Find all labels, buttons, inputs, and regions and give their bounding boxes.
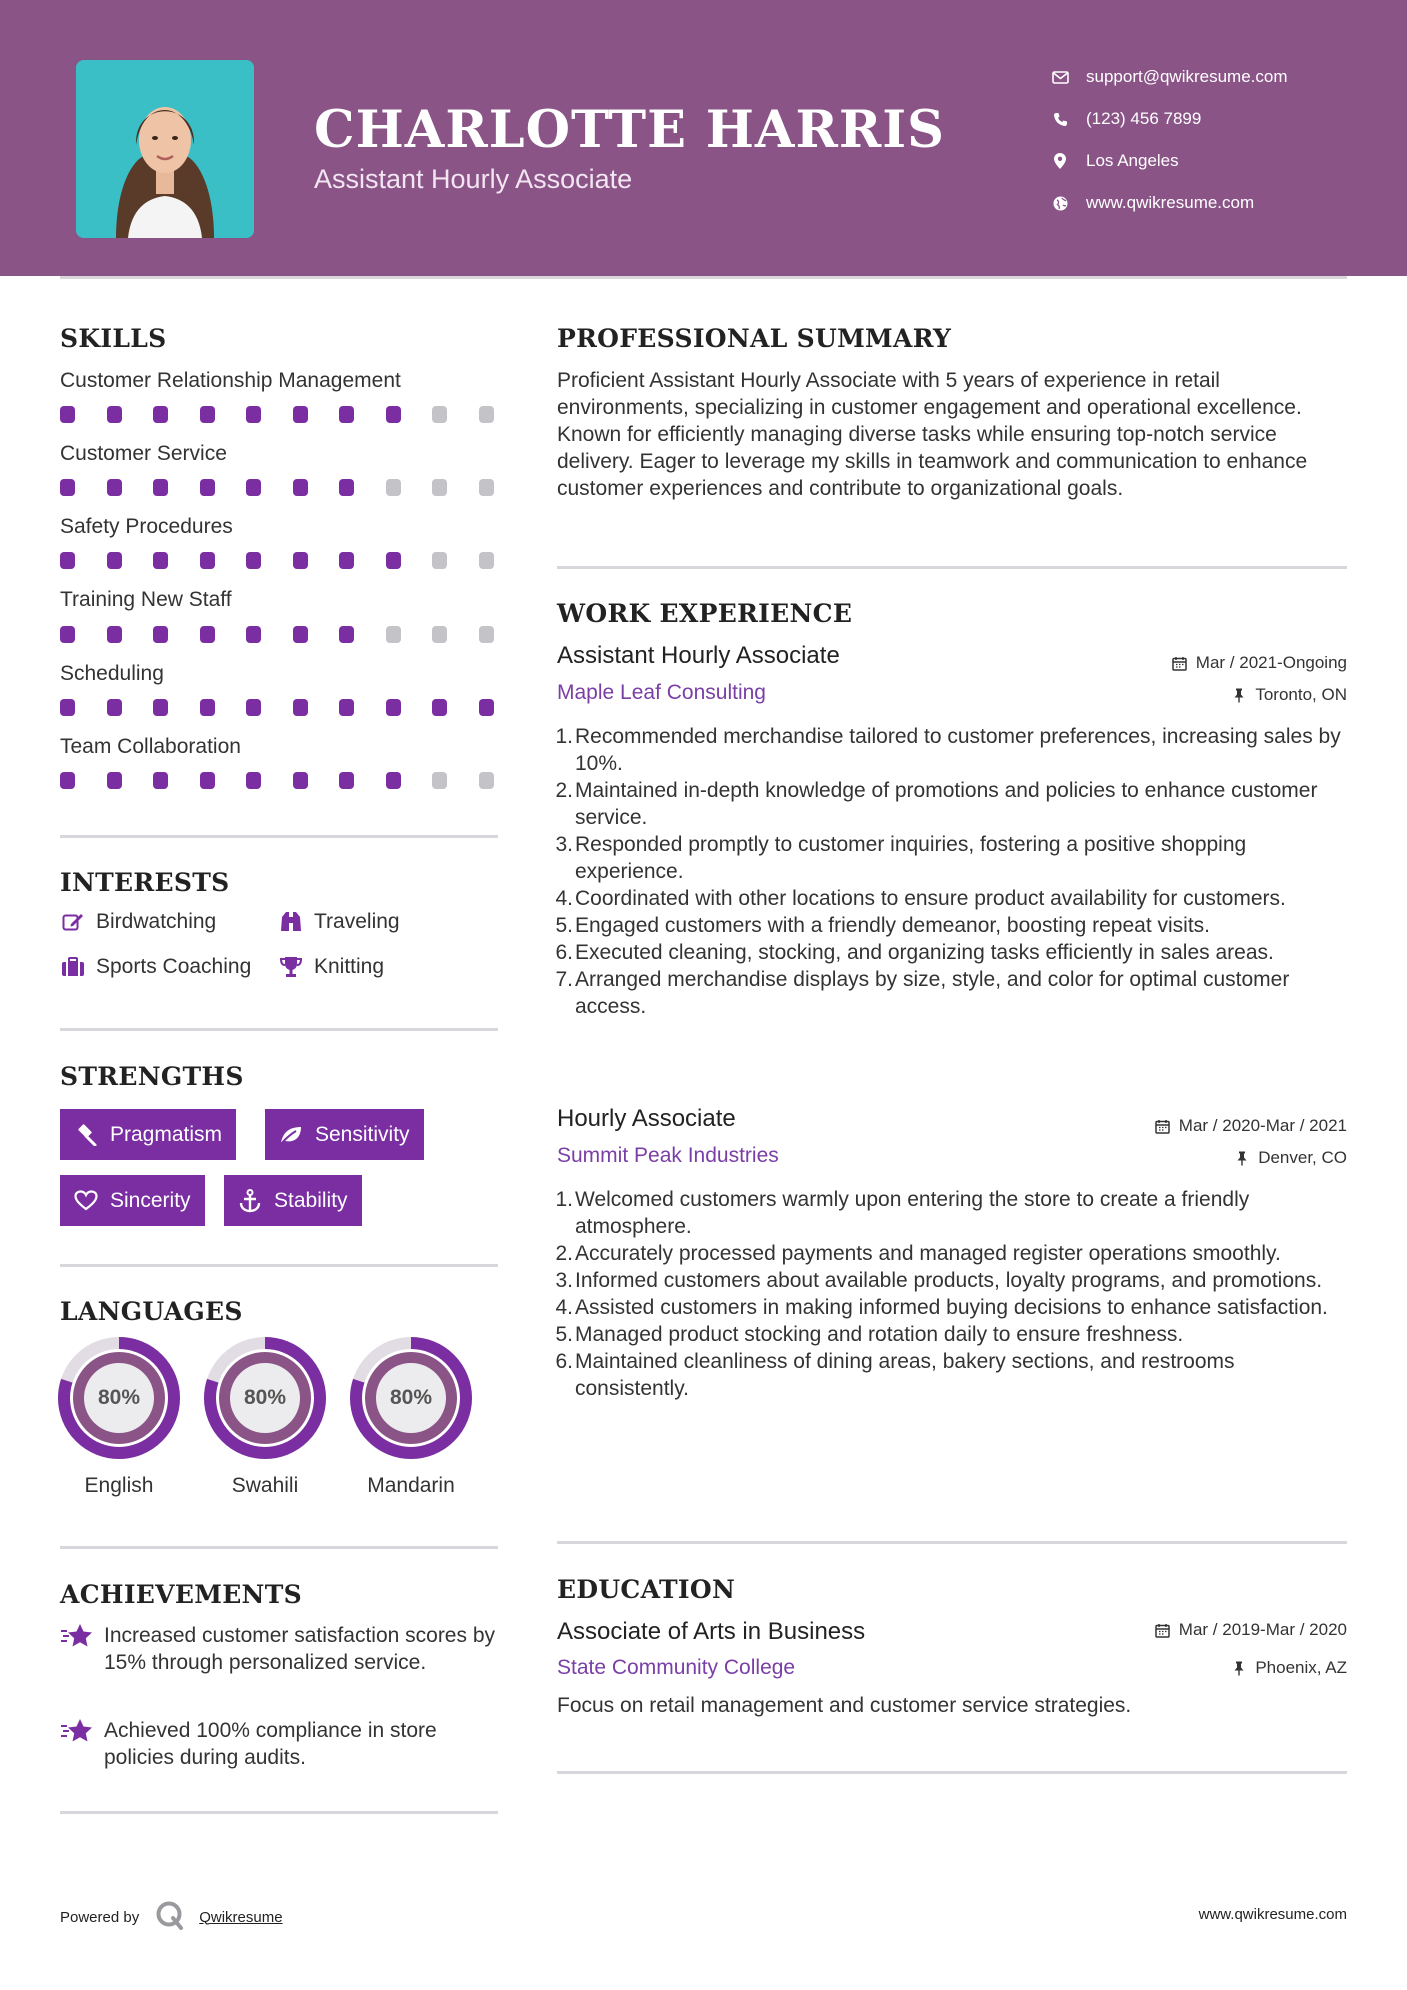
- job-location-text: Toronto, ON: [1255, 685, 1347, 704]
- bullet-text: Accurately processed payments and managed register operations smoothly.: [575, 1242, 1281, 1265]
- contact-email-text: support@qwikresume.com: [1086, 67, 1288, 86]
- contact-location: [1050, 140, 1288, 182]
- rating-dot: [386, 552, 401, 569]
- rating-dot: [60, 699, 75, 716]
- strength-label: Sincerity: [110, 1188, 191, 1212]
- achievement-text: Increased customer satisfaction scores by 15% through personalized service.: [104, 1624, 496, 1674]
- skill-name: Scheduling: [60, 662, 164, 685]
- list-item: 4. Assisted customers in making informed buying decisions to enhance satisfaction.: [555, 1296, 1328, 1319]
- skill-rating: [60, 479, 500, 497]
- rating-dot: [107, 552, 122, 569]
- rating-dot: [246, 479, 261, 496]
- rating-dot: [432, 479, 447, 496]
- skill-rating: [60, 772, 500, 790]
- skill-name: Customer Relationship Management: [60, 369, 401, 392]
- interest-item: [60, 955, 251, 979]
- rating-dot: [107, 479, 122, 496]
- section-divider: [60, 1546, 498, 1549]
- rating-dot: [293, 406, 308, 423]
- map-pin-icon: [1050, 151, 1070, 171]
- contact-website[interactable]: [1050, 182, 1288, 224]
- skill-name: Safety Procedures: [60, 515, 233, 538]
- skill-rating: [60, 699, 500, 717]
- interest-item: [278, 910, 400, 934]
- rating-dot: [386, 406, 401, 423]
- bullet-text: Coordinated with other locations to ensure product availability for customers.: [575, 887, 1286, 910]
- language-name: Swahili: [231, 1474, 299, 1497]
- bullet-text: Welcomed customers warmly upon entering the store to create a friendly atmosphere.: [575, 1188, 1250, 1238]
- skill-name: Team Collaboration: [60, 735, 241, 758]
- rating-dot: [153, 406, 168, 423]
- rating-dot: [386, 479, 401, 496]
- rating-dot: [386, 626, 401, 643]
- interest-item: [60, 910, 216, 934]
- job-location: [1231, 685, 1347, 705]
- bullet-text: Assisted customers in making informed buying decisions to enhance satisfaction.: [575, 1296, 1328, 1319]
- edit-icon: [60, 910, 86, 934]
- contact-website-text: www.qwikresume.com: [1086, 193, 1255, 212]
- rating-dot: [60, 552, 75, 569]
- education-location: [1231, 1658, 1347, 1678]
- rating-dot: [479, 772, 494, 789]
- list-item: 2. Accurately processed payments and managed register operations smoothly.: [555, 1242, 1281, 1265]
- star-icon: [60, 1717, 94, 1747]
- languages-heading: LANGUAGES: [60, 1297, 243, 1326]
- rating-dot: [293, 626, 308, 643]
- rating-dot: [339, 699, 354, 716]
- rating-dot: [60, 772, 75, 789]
- job-title: Hourly Associate: [557, 1105, 736, 1132]
- achievements-heading: ACHIEVEMENTS: [60, 1580, 302, 1609]
- rating-dot: [293, 772, 308, 789]
- section-divider: [557, 1541, 1347, 1544]
- summary-text: Proficient Assistant Hourly Associate with 5 years of experience in retail environments, specializing in customer engagement and operational excellence. Known for efficiently managing diverse tasks while ensuring top-notch service delivery. Eager to leverage my skills in teamwork and communication to enhance customer experiences and contribute to organizational goals.: [557, 369, 1308, 500]
- rating-dot: [246, 699, 261, 716]
- rating-dot: [293, 479, 308, 496]
- bullet-text: Informed customers about available products, loyalty programs, and promotions.: [575, 1269, 1323, 1292]
- rating-dot: [107, 699, 122, 716]
- education-heading: EDUCATION: [557, 1575, 736, 1604]
- job-dates-text: Mar / 2020-Mar / 2021: [1178, 1116, 1347, 1135]
- rating-dot: [200, 626, 215, 643]
- skill-rating: [60, 406, 500, 424]
- interest-label: Traveling: [314, 910, 400, 933]
- footer-powered-by: [60, 1900, 283, 1934]
- rating-dot: [60, 406, 75, 423]
- achievement-text: Achieved 100% compliance in store policies during audits.: [104, 1719, 437, 1769]
- rating-dot: [432, 552, 447, 569]
- achievement-item: [60, 1622, 500, 1676]
- rating-dot: [246, 406, 261, 423]
- candidate-name: CHARLOTTE HARRIS: [314, 100, 945, 160]
- rating-dot: [246, 626, 261, 643]
- strength-label: Pragmatism: [110, 1122, 223, 1146]
- rating-dot: [339, 626, 354, 643]
- contact-phone-text: (123) 456 7899: [1086, 109, 1202, 128]
- section-divider: [557, 566, 1347, 569]
- company-name: Maple Leaf Consulting: [557, 681, 766, 704]
- pin-icon: [1231, 687, 1247, 703]
- strength-label: Sensitivity: [315, 1122, 410, 1146]
- bullet-text: Maintained in-depth knowledge of promotions and policies to enhance customer service.: [575, 779, 1318, 829]
- job-dates-text: Mar / 2021-Ongoing: [1195, 653, 1347, 672]
- section-divider: [60, 835, 498, 838]
- profile-photo: [76, 60, 254, 238]
- list-item: 5. Engaged customers with a friendly demeanor, boosting repeat visits.: [555, 914, 1211, 937]
- trophy-icon: [278, 955, 304, 979]
- job-location-text: Denver, CO: [1258, 1148, 1347, 1167]
- strength-label: Stability: [274, 1188, 348, 1212]
- rating-dot: [479, 479, 494, 496]
- degree-title: Associate of Arts in Business: [557, 1618, 866, 1645]
- globe-icon: [1050, 193, 1070, 213]
- interests-heading: INTERESTS: [60, 868, 230, 897]
- rating-dot: [60, 479, 75, 496]
- language-name: English: [84, 1474, 154, 1497]
- language-item: [57, 1336, 181, 1498]
- rating-dot: [107, 406, 122, 423]
- bullet-text: Maintained cleanliness of dining areas, bakery sections, and restrooms consistently.: [575, 1350, 1235, 1400]
- rating-dot: [153, 626, 168, 643]
- summary-heading: PROFESSIONAL SUMMARY: [557, 324, 952, 353]
- rating-dot: [339, 552, 354, 569]
- anchor-icon: [238, 1189, 262, 1213]
- contact-list: [1050, 56, 1288, 224]
- calendar-icon: [1172, 655, 1188, 671]
- rating-dot: [339, 406, 354, 423]
- strength-tag: [60, 1175, 205, 1226]
- strength-tag: [265, 1109, 424, 1160]
- rating-dot: [246, 772, 261, 789]
- rating-dot: [432, 406, 447, 423]
- rating-dot: [432, 699, 447, 716]
- rating-dot: [153, 772, 168, 789]
- job-bullets: [557, 723, 1347, 1020]
- heart-icon: [74, 1189, 98, 1213]
- school-name: State Community College: [557, 1656, 796, 1679]
- list-item: 5. Managed product stocking and rotation daily to ensure freshness.: [555, 1323, 1184, 1346]
- rating-dot: [293, 699, 308, 716]
- rating-dot: [246, 552, 261, 569]
- bullet-text: Engaged customers with a friendly demeanor, boosting repeat visits.: [575, 914, 1211, 937]
- language-percent: 80%: [97, 1386, 141, 1409]
- rating-dot: [153, 479, 168, 496]
- work-heading: WORK EXPERIENCE: [557, 599, 853, 628]
- pin-icon: [1234, 1150, 1250, 1166]
- rating-dot: [479, 406, 494, 423]
- gavel-icon: [74, 1123, 98, 1147]
- education-location-text: Phoenix, AZ: [1255, 1658, 1347, 1677]
- list-item: 3. Responded promptly to customer inquiries, fostering a positive shopping experience.: [555, 833, 1247, 883]
- candidate-title: Assistant Hourly Associate: [314, 164, 633, 194]
- section-divider: [60, 1028, 498, 1031]
- company-name: Summit Peak Industries: [557, 1144, 779, 1167]
- header-divider: [60, 276, 1347, 279]
- list-item: 1. Recommended merchandise tailored to customer preferences, increasing sales by 10%.: [555, 725, 1341, 775]
- resume-header: [0, 0, 1407, 276]
- bullet-text: Managed product stocking and rotation daily to ensure freshness.: [575, 1323, 1184, 1346]
- qwikresume-link[interactable]: Qwikresume: [199, 1908, 283, 1926]
- interest-label: Sports Coaching: [96, 955, 252, 978]
- education-dates-text: Mar / 2019-Mar / 2020: [1178, 1620, 1347, 1639]
- list-item: 6. Maintained cleanliness of dining areas, bakery sections, and restrooms consistently.: [555, 1350, 1235, 1400]
- rating-dot: [432, 626, 447, 643]
- rating-dot: [339, 772, 354, 789]
- education-dates: [1155, 1620, 1347, 1640]
- pin-icon: [1231, 1660, 1247, 1676]
- strengths-heading: STRENGTHS: [60, 1062, 244, 1091]
- suitcase-icon: [60, 955, 86, 979]
- contact-location-text: Los Angeles: [1086, 151, 1179, 170]
- language-item: [203, 1336, 327, 1498]
- rating-dot: [432, 772, 447, 789]
- list-item: 1. Welcomed customers warmly upon entering the store to create a friendly atmosphere.: [555, 1188, 1250, 1238]
- bullet-text: Executed cleaning, stocking, and organizing tasks efficiently in sales areas.: [575, 941, 1274, 964]
- job-title: Assistant Hourly Associate: [557, 642, 840, 669]
- powered-by-label: Powered by: [60, 1908, 140, 1926]
- binoculars-icon: [278, 910, 304, 934]
- footer-url[interactable]: www.qwikresume.com: [1198, 1906, 1347, 1923]
- rating-dot: [200, 552, 215, 569]
- achievement-item: [60, 1717, 500, 1771]
- rating-dot: [200, 699, 215, 716]
- rating-dot: [153, 699, 168, 716]
- language-name: Mandarin: [367, 1474, 455, 1497]
- bullet-text: Responded promptly to customer inquiries, fostering a positive shopping experience.: [575, 833, 1247, 883]
- rating-dot: [200, 406, 215, 423]
- job-dates: [1172, 653, 1347, 673]
- star-icon: [60, 1622, 94, 1652]
- language-percent: 80%: [243, 1386, 287, 1409]
- rating-dot: [479, 699, 494, 716]
- rating-dot: [293, 552, 308, 569]
- language-item: [349, 1336, 473, 1498]
- job-location: [1234, 1148, 1347, 1168]
- contact-phone[interactable]: [1050, 98, 1288, 140]
- envelope-icon: [1050, 67, 1070, 87]
- rating-dot: [200, 772, 215, 789]
- skill-rating: [60, 626, 500, 644]
- section-divider: [60, 1811, 498, 1814]
- strength-tag: [60, 1109, 236, 1160]
- interest-item: [278, 955, 384, 979]
- bullet-text: Arranged merchandise displays by size, style, and color for optimal customer access.: [575, 968, 1290, 1018]
- rating-dot: [200, 479, 215, 496]
- phone-icon: [1050, 109, 1070, 129]
- rating-dot: [107, 772, 122, 789]
- rating-dot: [107, 626, 122, 643]
- contact-email[interactable]: [1050, 56, 1288, 98]
- list-item: 4. Coordinated with other locations to ensure product availability for customers.: [555, 887, 1286, 910]
- job-bullets: [557, 1186, 1347, 1402]
- skills-heading: SKILLS: [60, 324, 167, 353]
- section-divider: [557, 1771, 1347, 1774]
- list-item: 6. Executed cleaning, stocking, and organizing tasks efficiently in sales areas.: [555, 941, 1274, 964]
- skill-name: Customer Service: [60, 442, 227, 465]
- rating-dot: [153, 552, 168, 569]
- list-item: 7. Arranged merchandise displays by size, style, and color for optimal customer access.: [555, 968, 1290, 1018]
- interest-label: Knitting: [314, 955, 385, 978]
- qwikresume-logo-icon: [155, 1900, 185, 1934]
- calendar-icon: [1155, 1622, 1171, 1638]
- language-percent: 80%: [389, 1386, 433, 1409]
- job-dates: [1155, 1116, 1347, 1136]
- rating-dot: [339, 479, 354, 496]
- strength-tag: [224, 1175, 362, 1226]
- calendar-icon: [1155, 1118, 1171, 1134]
- rating-dot: [386, 699, 401, 716]
- rating-dot: [60, 626, 75, 643]
- education-description: Focus on retail management and customer service strategies.: [557, 1694, 1132, 1717]
- interest-label: Birdwatching: [96, 910, 217, 933]
- rating-dot: [386, 772, 401, 789]
- leaf-icon: [279, 1123, 303, 1147]
- rating-dot: [479, 626, 494, 643]
- section-divider: [60, 1264, 498, 1267]
- rating-dot: [479, 552, 494, 569]
- list-item: 2. Maintained in-depth knowledge of promotions and policies to enhance customer service.: [555, 779, 1318, 829]
- bullet-text: Recommended merchandise tailored to customer preferences, increasing sales by 10%.: [575, 725, 1341, 775]
- skill-rating: [60, 552, 500, 570]
- skill-name: Training New Staff: [60, 588, 232, 611]
- list-item: 3. Informed customers about available products, loyalty programs, and promotions.: [555, 1269, 1323, 1292]
